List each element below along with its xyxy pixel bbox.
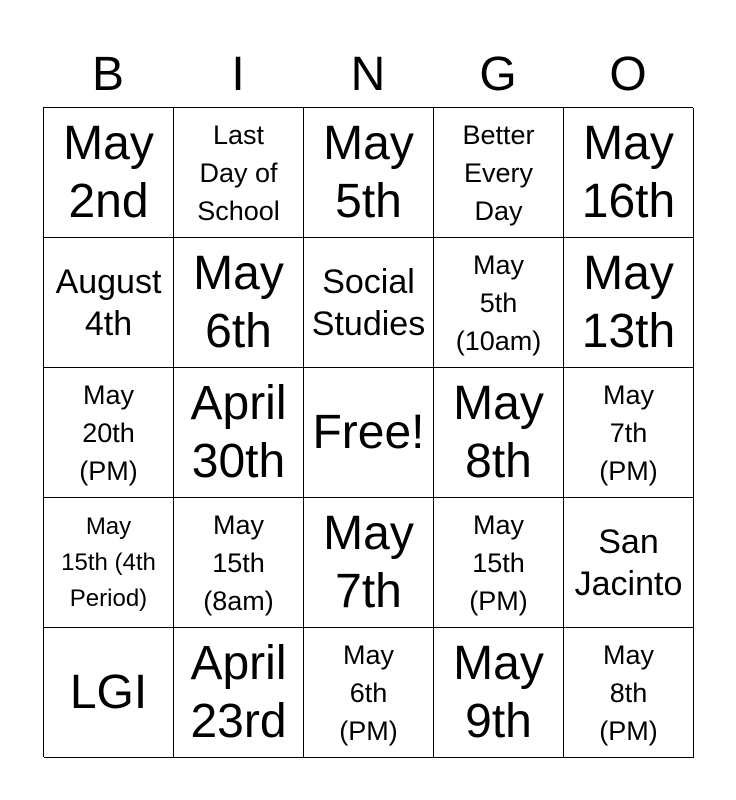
bingo-cell[interactable] [564,498,694,628]
header-letter-g: G [479,48,517,101]
cell-text: May 6th [193,246,284,358]
bingo-cell[interactable] [434,498,564,628]
header-letter-b: B [91,48,124,101]
bingo-cell[interactable] [44,498,174,628]
cell-text: LGI [69,665,148,719]
cell-text: May 9th [453,636,544,748]
cell-text: May 5th (10am) [455,249,542,356]
cell-text: April 23rd [190,636,287,748]
bingo-cell[interactable] [44,108,174,238]
header-letter-i: I [231,48,245,101]
bingo-cell[interactable] [304,108,434,238]
bingo-cell[interactable] [434,108,564,238]
cell-text: May 15th (4th Period) [61,512,156,612]
cell-text: May 15th (8am) [203,509,274,616]
bingo-cell[interactable] [304,238,434,368]
bingo-cell[interactable] [174,238,304,368]
header-letter-o: O [609,48,647,101]
bingo-cell[interactable] [174,628,304,758]
cell-text: May 20th (PM) [79,379,138,486]
cell-text: May 15th (PM) [469,509,528,616]
bingo-header [43,48,693,102]
cell-text: May 16th [581,116,676,228]
cell-text: Free! [312,405,425,459]
bingo-cell[interactable] [564,108,694,238]
bingo-cell[interactable] [44,238,174,368]
bingo-cell[interactable] [174,498,304,628]
bingo-cell[interactable] [564,628,694,758]
bingo-cell[interactable] [304,628,434,758]
cell-text: May 8th [453,376,544,488]
bingo-cell[interactable] [434,628,564,758]
bingo-cell[interactable] [44,368,174,498]
cell-text: Better Every Day [462,119,535,226]
cell-text: May 13th [581,246,676,358]
bingo-cell[interactable] [174,368,304,498]
bingo-cell-free[interactable] [304,368,434,498]
cell-text: May 2nd [63,116,154,228]
cell-text: April 30th [190,376,287,488]
cell-text: Social Studies [311,262,426,343]
cell-text: August 4th [55,262,162,343]
header-letter-n: N [350,48,386,101]
bingo-cell[interactable] [174,108,304,238]
cell-text: May 8th (PM) [599,639,658,746]
bingo-cell[interactable] [434,368,564,498]
cell-text: May 5th [323,116,414,228]
cell-text: May 7th (PM) [599,379,658,486]
cell-text: May 7th [323,506,414,618]
cell-text: Last Day of School [197,119,280,226]
bingo-cell[interactable] [44,628,174,758]
cell-text: May 6th (PM) [339,639,398,746]
bingo-cell[interactable] [564,368,694,498]
bingo-cell[interactable] [564,238,694,368]
bingo-cell[interactable] [434,238,564,368]
cell-text: San Jacinto [574,522,683,603]
bingo-cell[interactable] [304,498,434,628]
bingo-board [43,107,693,757]
